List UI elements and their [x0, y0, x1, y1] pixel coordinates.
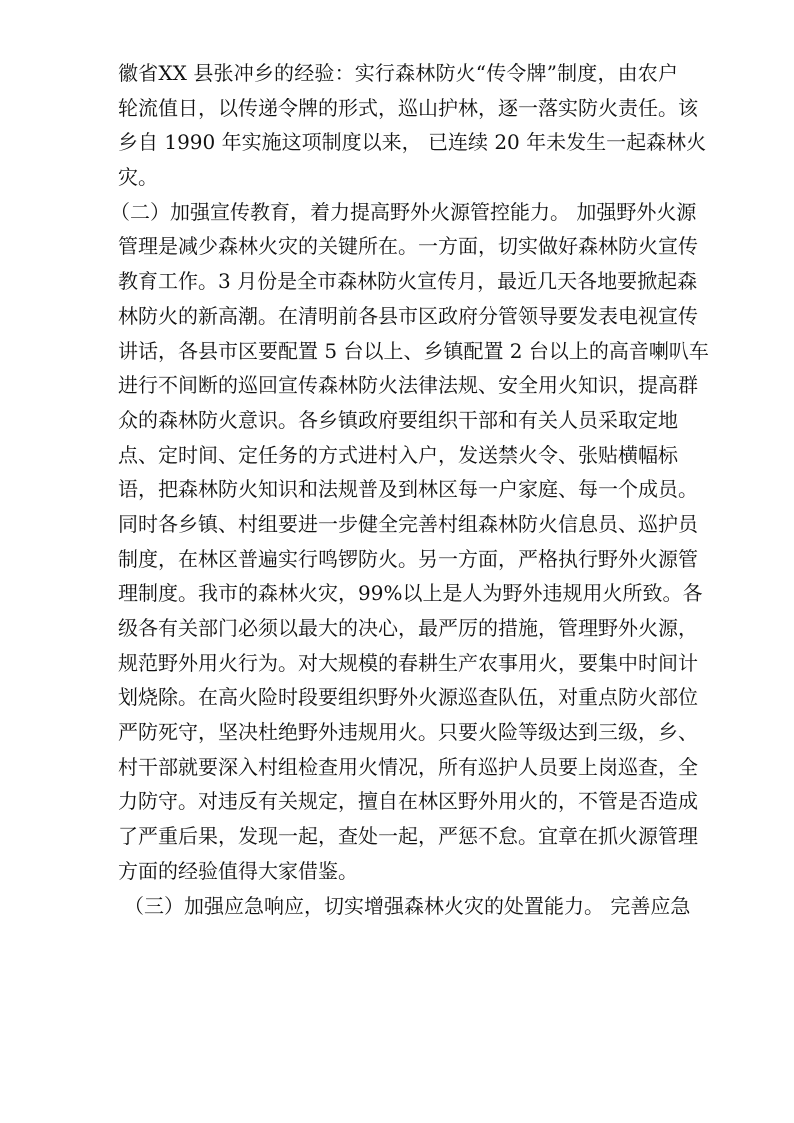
text-line: 轮流值日，以传递令牌的形式，巡山护林，逐一落实防火责任。该: [118, 95, 698, 120]
text-line: 制度，在林区普遍实行鸣锣防火。另一方面，严格执行野外火源管: [118, 546, 698, 571]
text-line: 众的森林防火意识。各乡镇政府要组织干部和有关人员采取定地: [118, 407, 678, 432]
text-line: 点、定时间、定任务的方式进村入户，发送禁火令、张贴横幅标: [118, 442, 678, 467]
text-line: 村干部就要深入村组检查用火情况，所有巡护人员要上岗巡查，全: [118, 754, 698, 779]
text-line: 了严重后果，发现一起，查处一起，严惩不怠。宜章在抓火源管理: [118, 824, 698, 849]
text-line: 林防火的新高潮。在清明前各县市区政府分管领导要发表电视宣传: [118, 303, 698, 328]
body-text: [110, 56, 709, 923]
text-line: 乡自 1990 年实施这项制度以来， 已连续 20 年未发生一起森林火: [118, 130, 707, 155]
text-line: 管理是减少森林火灾的关键所在。一方面，切实做好森林防火宣传: [118, 234, 698, 259]
text-line: 语，把森林防火知识和法规普及到林区每一户家庭、每一个成员。: [118, 477, 698, 502]
section-heading-line: （二）加强宣传教育，着力提高野外火源管控能力。 加强野外火源: [110, 199, 697, 224]
text-line: 力防守。对违反有关规定，擅自在林区野外用火的，不管是否造成: [118, 789, 698, 814]
text-line: 级各有关部门必须以最大的决心，最严厉的措施，管理野外火源，: [118, 616, 698, 640]
text-line: 严防死守，坚决杜绝野外违规用火。只要火险等级达到三级，乡、: [118, 720, 698, 745]
section-heading-line: （三）加强应急响应，切实增强森林火灾的处置能力。 完善应急: [124, 893, 691, 918]
text-line: 规范野外用火行为。对大规模的春耕生产农事用火，要集中时间计: [118, 650, 698, 675]
text-line: 进行不间断的巡回宣传森林防火法律法规、安全用火知识，提高群: [118, 373, 698, 398]
text-line: 教育工作。3 月份是全市森林防火宣传月，最近几天各地要掀起森: [118, 269, 698, 294]
text-line: 讲话，各县市区要配置 5 台以上、乡镇配置 2 台以上的高音喇叭车: [118, 338, 709, 363]
text-line: 同时各乡镇、村组要进一步健全完善村组森林防火信息员、巡护员: [118, 511, 698, 536]
text-line: 理制度。我市的森林火灾，99%以上是人为野外违规用火所致。各: [118, 581, 703, 606]
text-line: 灾。: [118, 165, 158, 190]
text-line: 方面的经验值得大家借鉴。: [118, 858, 358, 883]
text-line: 徽省XX 县张冲乡的经验：实行森林防火“传令牌”制度，由农户: [118, 61, 678, 85]
text-line: 划烧除。在高火险时段要组织野外火源巡查队伍，对重点防火部位: [118, 685, 698, 710]
